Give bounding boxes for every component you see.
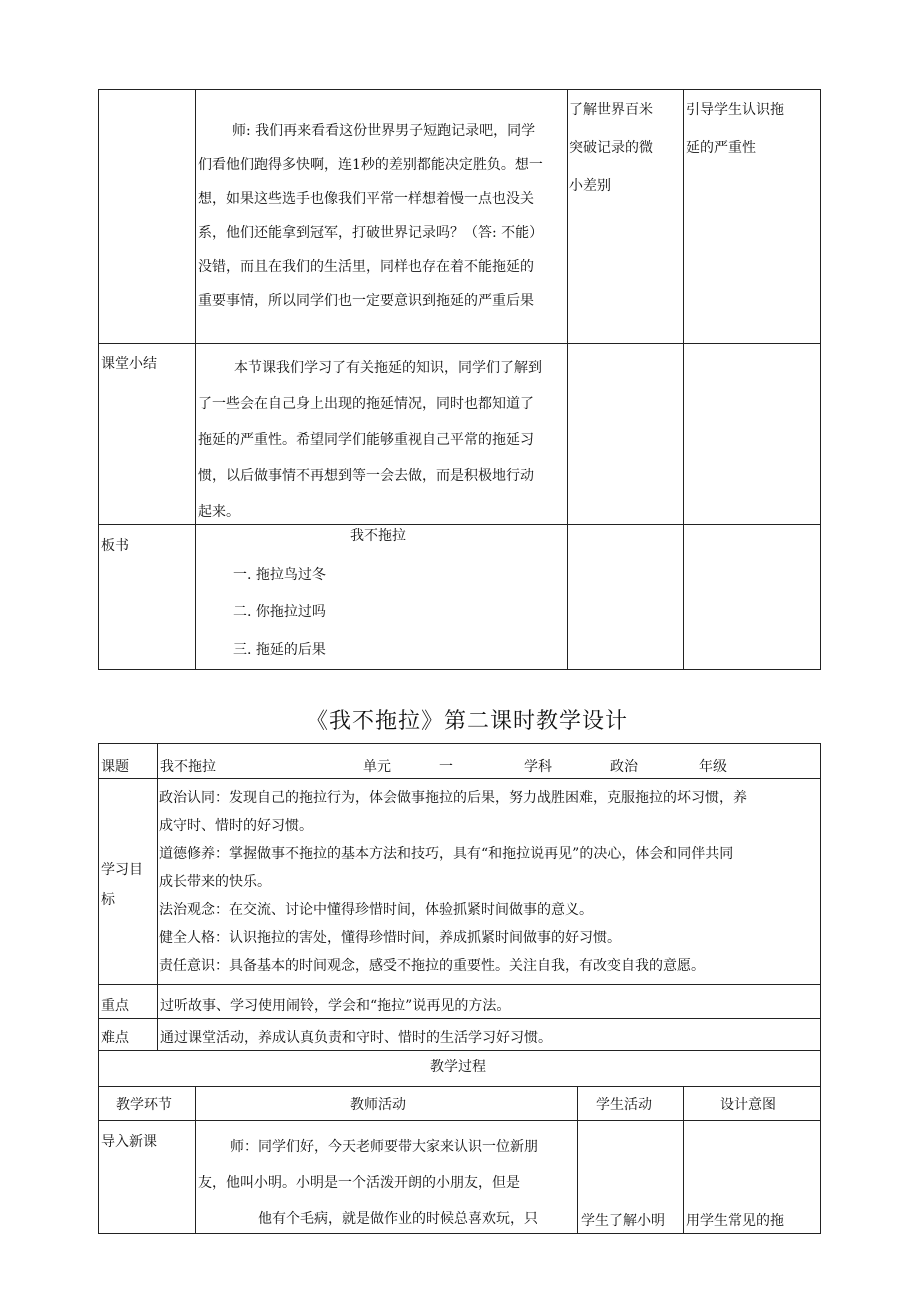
board-item: 二. 你拖拉过吗 (233, 604, 326, 620)
goal-line: 成长带来的快乐。 (159, 874, 271, 890)
text-line: 师: 我们再来看看这份世界男子短跑记录吧，同学 (232, 123, 536, 139)
key-point-label: 重点 (101, 998, 129, 1014)
board-title: 我不拖拉 (350, 528, 406, 544)
subject-value: 政治 (610, 759, 638, 775)
topic-label: 课题 (101, 759, 129, 775)
text-line: 没错，而且在我们的生活里，同样也存在着不能拖延的 (198, 259, 534, 275)
text-line: 突破记录的微 (569, 140, 653, 156)
goal-line: 责任意识：具备基本的时间观念，感受不拖拉的重要性。关注自我，有改变自我的意愿。 (159, 958, 705, 974)
unit-value: 一 (439, 759, 453, 775)
summary-text (198, 350, 566, 530)
text-line: 了解世界百米 (569, 102, 653, 118)
key-point-value: 过听故事、学习使用闹铃，学会和“拖拉”说再见的方法。 (160, 998, 511, 1014)
subject-label: 学科 (524, 759, 552, 775)
intro-teacher-activity (198, 1129, 576, 1237)
text-line: 惯，以后做事情不再想到等一会去做，而是积极地行动 (198, 468, 534, 484)
text-line: 了一些会在自己身上出现的拖延情况，同时也都知道了 (198, 396, 534, 412)
teacher-activity-sprint-record (198, 114, 566, 318)
text-line: 想，如果这些选手也像我们平常一样想着慢一点也没关 (198, 191, 534, 207)
text-line: 小差别 (569, 178, 611, 194)
goal-line: 健全人格：认识拖拉的害处，懂得珍惜时间，养成抓紧时间做事的好习惯。 (159, 930, 621, 946)
column-header: 设计意图 (720, 1097, 776, 1113)
text-line: 们看他们跑得多快啊，连1秒的差别都能决定胜负。想一 (198, 157, 543, 173)
text-line: 重要事情，所以同学们也一定要意识到拖延的严重后果 (198, 293, 534, 309)
student-activity-sprint-record (569, 91, 683, 205)
text-line: 他有个毛病，就是做作业的时候总喜欢玩，只 (258, 1211, 538, 1227)
learning-goals (159, 784, 819, 980)
intro-student-activity: 学生了解小明 (581, 1213, 665, 1229)
board-item: 一. 拖拉鸟过冬 (233, 567, 326, 583)
text-line: 延的严重性 (686, 140, 756, 156)
goal-line: 政治认同：发现自己的拖拉行为，体会做事拖拉的后果，努力战胜困难，克服拖拉的坏习惯，养 (159, 790, 747, 806)
goals-label-cont: 标 (101, 892, 115, 908)
text-line: 本节课我们学习了有关拖延的知识，同学们了解到 (234, 360, 542, 376)
column-header: 教学环节 (116, 1097, 172, 1113)
column-header: 教师活动 (350, 1097, 406, 1113)
text-line: 起来。 (198, 504, 240, 520)
column-header: 学生活动 (596, 1097, 652, 1113)
goal-line: 道德修养：掌握做事不拖拉的基本方法和技巧，具有“和拖拉说再见”的决心，体会和同伴共同 (159, 846, 734, 862)
board-label: 板书 (101, 538, 129, 554)
intro-design-intent: 用学生常见的拖 (686, 1213, 784, 1229)
text-line: 友，他叫小明。小明是一个活泼开朗的小朋友，但是 (198, 1175, 520, 1191)
grade-label: 年级 (699, 759, 727, 775)
summary-label: 课堂小结 (101, 356, 157, 372)
text-line: 系，他们还能拿到冠军，打破世界记录吗？（答: 不能） (198, 225, 544, 241)
goals-label: 学习目 (101, 862, 143, 878)
text-line: 师：同学们好，今天老师要带大家来认识一位新朋 (230, 1139, 538, 1155)
text-line: 引导学生认识拖 (686, 102, 784, 118)
document-title: 《我不拖拉》第二课时教学设计 (306, 709, 629, 734)
difficulty-label: 难点 (101, 1030, 129, 1046)
text-line: 拖延的严重性。希望同学们能够重视自己平常的拖延习 (198, 432, 534, 448)
difficulty-value: 通过课堂活动，养成认真负责和守时、惜时的生活学习好习惯。 (160, 1030, 552, 1046)
process-title: 教学过程 (430, 1059, 486, 1075)
topic-value: 我不拖拉 (160, 759, 216, 775)
design-intent-sprint-record (686, 91, 820, 167)
board-item: 三. 拖延的后果 (233, 642, 326, 658)
unit-label: 单元 (363, 759, 391, 775)
goal-line: 成守时、惜时的好习惯。 (159, 818, 313, 834)
intro-label: 导入新课 (101, 1134, 157, 1150)
goal-line: 法治观念：在交流、讨论中懂得珍惜时间，体验抓紧时间做事的意义。 (159, 902, 593, 918)
